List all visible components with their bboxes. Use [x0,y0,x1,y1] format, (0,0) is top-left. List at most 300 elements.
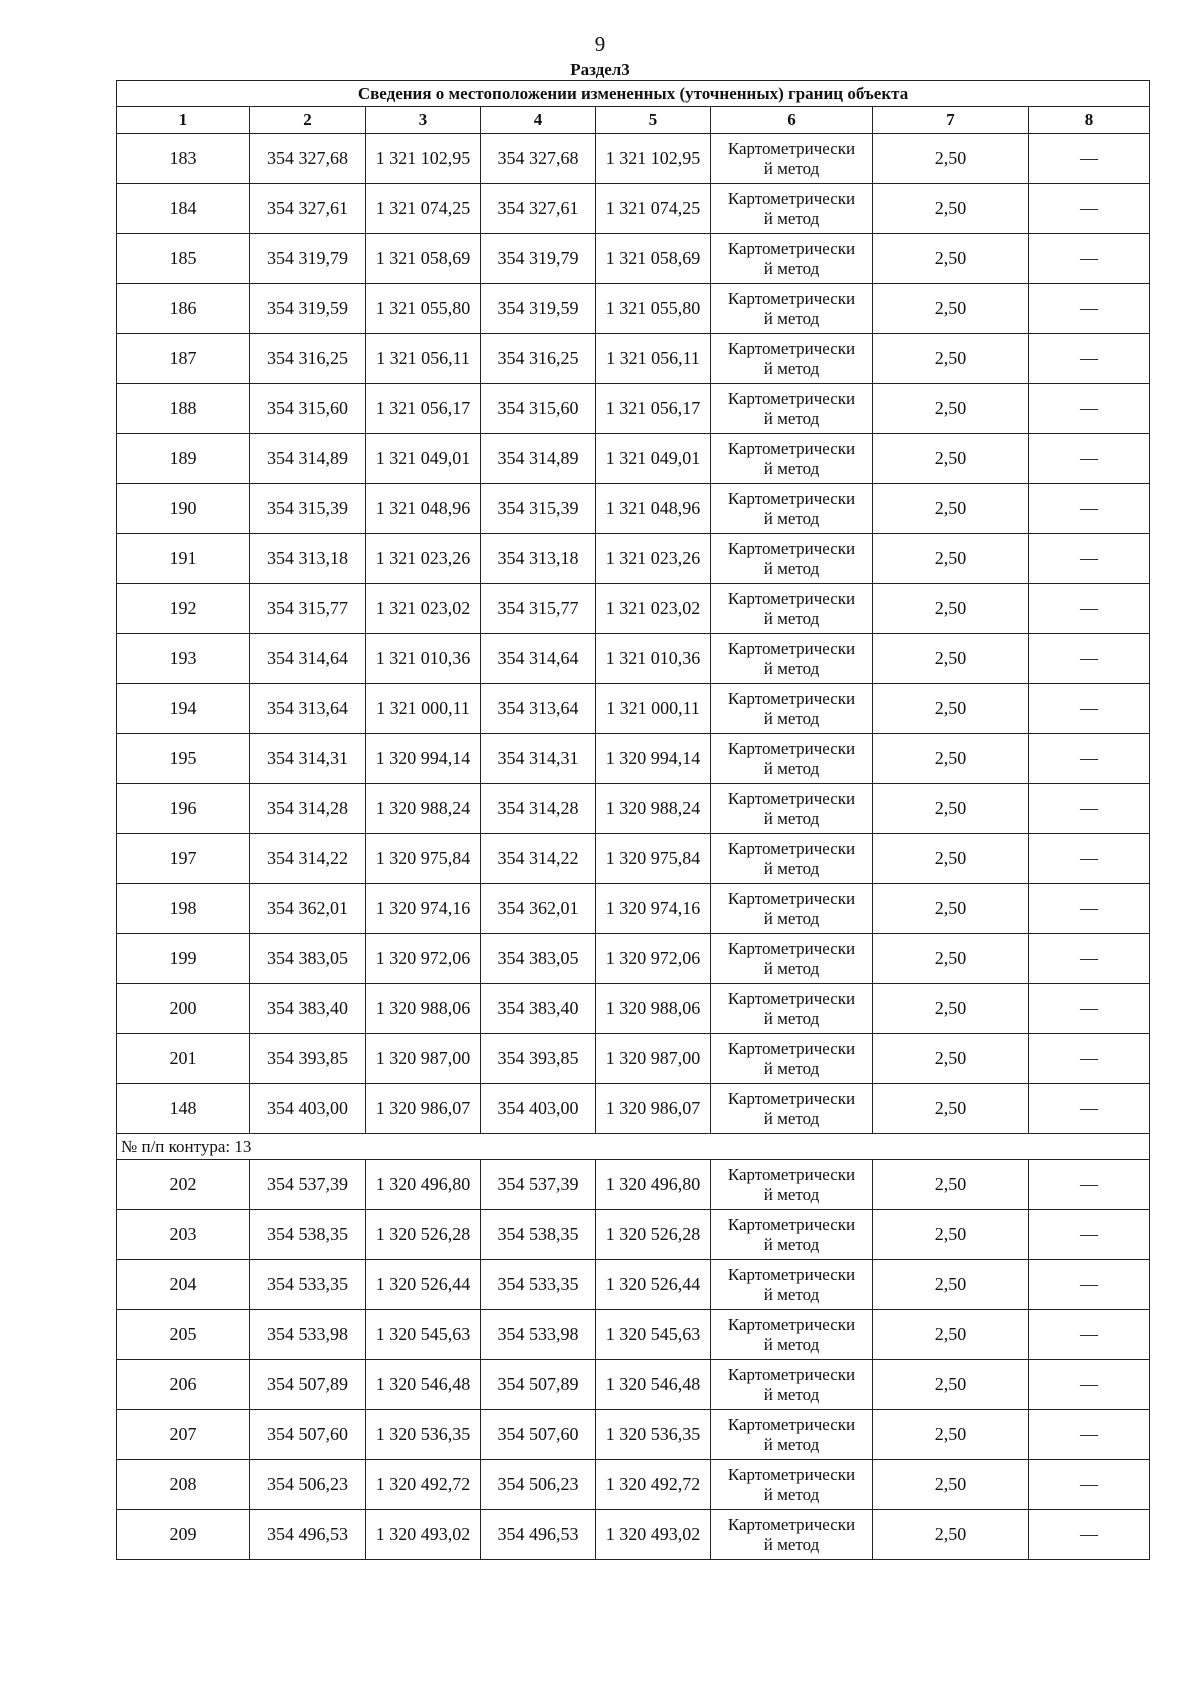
section-title: Раздел3 [570,60,630,79]
method-text-line: й метод [763,808,820,828]
accuracy-cell: 2,50 [873,434,1029,484]
table-row [117,334,1150,384]
y-existing-cell: 1 320 975,84 [366,834,481,884]
method-text-line: Картометрически [727,188,856,208]
method-text-line: Картометрически [727,888,856,908]
y-new-cell: 1 320 988,24 [596,784,711,834]
y-existing-cell: 1 320 972,06 [366,934,481,984]
table-row [117,1310,1150,1360]
method-cell [711,234,873,284]
x-existing-cell: 354 507,60 [250,1410,366,1460]
method-text-line: й метод [763,958,820,978]
method-cell [711,1160,873,1210]
accuracy-cell: 2,50 [873,1210,1029,1260]
column-header: 2 [250,107,366,134]
x-new-cell: 354 496,53 [481,1510,596,1560]
y-new-cell: 1 320 988,06 [596,984,711,1034]
x-new-cell: 354 533,98 [481,1310,596,1360]
accuracy-cell: 2,50 [873,584,1029,634]
accuracy-cell: 2,50 [873,1310,1029,1360]
y-new-cell: 1 321 048,96 [596,484,711,534]
x-new-cell: 354 316,25 [481,334,596,384]
y-new-cell: 1 321 056,17 [596,384,711,434]
description-cell: — [1029,834,1150,884]
y-existing-cell: 1 321 010,36 [366,634,481,684]
column-header: 4 [481,107,596,134]
method-text-line: Картометрически [727,1214,856,1234]
table-row [117,1510,1150,1560]
description-cell: — [1029,234,1150,284]
x-existing-cell: 354 315,77 [250,584,366,634]
x-existing-cell: 354 362,01 [250,884,366,934]
y-existing-cell: 1 321 023,26 [366,534,481,584]
method-cell [711,1460,873,1510]
accuracy-cell: 2,50 [873,784,1029,834]
method-text-line: Картометрически [727,1088,856,1108]
y-new-cell: 1 320 975,84 [596,834,711,884]
x-existing-cell: 354 315,60 [250,384,366,434]
method-cell [711,1310,873,1360]
point-number-cell: 208 [117,1460,250,1510]
method-cell [711,1210,873,1260]
description-cell: — [1029,934,1150,984]
method-text-line: Картометрически [727,638,856,658]
y-existing-cell: 1 321 058,69 [366,234,481,284]
x-existing-cell: 354 393,85 [250,1034,366,1084]
y-existing-cell: 1 320 496,80 [366,1160,481,1210]
description-cell: — [1029,1460,1150,1510]
method-cell [711,684,873,734]
point-number-cell: 191 [117,534,250,584]
x-existing-cell: 354 496,53 [250,1510,366,1560]
method-cell [711,784,873,834]
method-text-line: й метод [763,1334,820,1354]
table-row [117,384,1150,434]
method-text-line: Картометрически [727,488,856,508]
method-cell [711,1510,873,1560]
point-number-cell: 193 [117,634,250,684]
point-number-cell: 187 [117,334,250,384]
y-new-cell: 1 321 023,26 [596,534,711,584]
x-existing-cell: 354 314,28 [250,784,366,834]
method-cell [711,134,873,184]
point-number-cell: 197 [117,834,250,884]
description-cell: — [1029,1360,1150,1410]
description-cell: — [1029,184,1150,234]
method-text-line: Картометрически [727,1514,856,1534]
method-cell [711,884,873,934]
point-number-cell: 204 [117,1260,250,1310]
column-number-row [117,107,1150,134]
x-existing-cell: 354 313,18 [250,534,366,584]
point-number-cell: 190 [117,484,250,534]
method-cell [711,1034,873,1084]
y-new-cell: 1 320 546,48 [596,1360,711,1410]
method-text-line: Картометрически [727,138,856,158]
x-new-cell: 354 537,39 [481,1160,596,1210]
method-text-line: Картометрически [727,388,856,408]
table-row [117,834,1150,884]
x-new-cell: 354 538,35 [481,1210,596,1260]
table-row [117,784,1150,834]
column-header: 8 [1029,107,1150,134]
accuracy-cell: 2,50 [873,1460,1029,1510]
table-row [117,984,1150,1034]
accuracy-cell: 2,50 [873,234,1029,284]
y-new-cell: 1 321 023,02 [596,584,711,634]
description-cell: — [1029,1160,1150,1210]
method-cell [711,734,873,784]
point-number-cell: 205 [117,1310,250,1360]
column-header: 3 [366,107,481,134]
y-new-cell: 1 320 493,02 [596,1510,711,1560]
x-existing-cell: 354 383,40 [250,984,366,1034]
x-existing-cell: 354 314,22 [250,834,366,884]
contour-row [117,1134,1150,1160]
accuracy-cell: 2,50 [873,1360,1029,1410]
method-cell [711,934,873,984]
x-new-cell: 354 507,60 [481,1410,596,1460]
x-existing-cell: 354 507,89 [250,1360,366,1410]
method-cell [711,584,873,634]
column-header: 1 [117,107,250,134]
point-number-cell: 194 [117,684,250,734]
contour-label: № п/п контура: 13 [117,1134,1150,1160]
table-row [117,434,1150,484]
table-row [117,584,1150,634]
table-row [117,684,1150,734]
x-existing-cell: 354 319,59 [250,284,366,334]
method-cell [711,334,873,384]
accuracy-cell: 2,50 [873,184,1029,234]
accuracy-cell: 2,50 [873,284,1029,334]
x-existing-cell: 354 313,64 [250,684,366,734]
table-row [117,1160,1150,1210]
description-cell: — [1029,984,1150,1034]
y-new-cell: 1 320 986,07 [596,1084,711,1134]
y-new-cell: 1 320 994,14 [596,734,711,784]
description-cell: — [1029,634,1150,684]
x-new-cell: 354 393,85 [481,1034,596,1084]
x-existing-cell: 354 538,35 [250,1210,366,1260]
table-row [117,284,1150,334]
method-text-line: й метод [763,1384,820,1404]
x-new-cell: 354 319,59 [481,284,596,334]
point-number-cell: 183 [117,134,250,184]
table-row [117,1260,1150,1310]
y-new-cell: 1 321 056,11 [596,334,711,384]
column-header: 7 [873,107,1029,134]
y-new-cell: 1 320 536,35 [596,1410,711,1460]
y-new-cell: 1 320 974,16 [596,884,711,934]
method-text-line: й метод [763,1184,820,1204]
table-row [117,1034,1150,1084]
method-text-line: Картометрически [727,1464,856,1484]
accuracy-cell: 2,50 [873,484,1029,534]
point-number-cell: 202 [117,1160,250,1210]
description-cell: — [1029,584,1150,634]
point-number-cell: 201 [117,1034,250,1084]
x-existing-cell: 354 314,64 [250,634,366,684]
y-existing-cell: 1 320 526,44 [366,1260,481,1310]
table-row [117,1360,1150,1410]
accuracy-cell: 2,50 [873,684,1029,734]
y-existing-cell: 1 320 546,48 [366,1360,481,1410]
method-text-line: Картометрически [727,988,856,1008]
accuracy-cell: 2,50 [873,1510,1029,1560]
point-number-cell: 185 [117,234,250,284]
x-existing-cell: 354 316,25 [250,334,366,384]
x-new-cell: 354 314,64 [481,634,596,684]
method-text-line: й метод [763,408,820,428]
y-existing-cell: 1 320 536,35 [366,1410,481,1460]
accuracy-cell: 2,50 [873,634,1029,684]
description-cell: — [1029,484,1150,534]
method-text-line: й метод [763,508,820,528]
description-cell: — [1029,1410,1150,1460]
description-cell: — [1029,384,1150,434]
table-row [117,534,1150,584]
y-new-cell: 1 321 010,36 [596,634,711,684]
x-new-cell: 354 506,23 [481,1460,596,1510]
method-cell [711,834,873,884]
y-existing-cell: 1 320 493,02 [366,1510,481,1560]
method-cell [711,434,873,484]
description-cell: — [1029,1510,1150,1560]
table-row [117,884,1150,934]
method-text-line: Картометрически [727,288,856,308]
x-existing-cell: 354 533,35 [250,1260,366,1310]
method-text-line: й метод [763,908,820,928]
x-new-cell: 354 313,64 [481,684,596,734]
table-row [117,484,1150,534]
accuracy-cell: 2,50 [873,1410,1029,1460]
description-cell: — [1029,784,1150,834]
method-cell [711,984,873,1034]
x-new-cell: 354 403,00 [481,1084,596,1134]
x-new-cell: 354 313,18 [481,534,596,584]
x-new-cell: 354 315,77 [481,584,596,634]
method-text-line: Картометрически [727,738,856,758]
point-number-cell: 199 [117,934,250,984]
description-cell: — [1029,334,1150,384]
x-existing-cell: 354 403,00 [250,1084,366,1134]
method-text-line: й метод [763,1484,820,1504]
method-text-line: й метод [763,308,820,328]
y-new-cell: 1 320 545,63 [596,1310,711,1360]
accuracy-cell: 2,50 [873,1160,1029,1210]
y-existing-cell: 1 320 988,06 [366,984,481,1034]
point-number-cell: 188 [117,384,250,434]
table-row [117,134,1150,184]
x-new-cell: 354 314,31 [481,734,596,784]
method-text-line: Картометрически [727,338,856,358]
method-text-line: й метод [763,608,820,628]
y-existing-cell: 1 321 023,02 [366,584,481,634]
y-new-cell: 1 321 049,01 [596,434,711,484]
x-existing-cell: 354 319,79 [250,234,366,284]
y-new-cell: 1 320 972,06 [596,934,711,984]
y-existing-cell: 1 320 987,00 [366,1034,481,1084]
method-text-line: Картометрически [727,438,856,458]
accuracy-cell: 2,50 [873,734,1029,784]
y-existing-cell: 1 321 055,80 [366,284,481,334]
y-existing-cell: 1 321 048,96 [366,484,481,534]
accuracy-cell: 2,50 [873,834,1029,884]
point-number-cell: 203 [117,1210,250,1260]
y-existing-cell: 1 320 986,07 [366,1084,481,1134]
method-text-line: й метод [763,858,820,878]
x-new-cell: 354 533,35 [481,1260,596,1310]
y-existing-cell: 1 320 492,72 [366,1460,481,1510]
y-new-cell: 1 321 074,25 [596,184,711,234]
y-existing-cell: 1 320 974,16 [366,884,481,934]
y-new-cell: 1 320 526,44 [596,1260,711,1310]
x-new-cell: 354 315,60 [481,384,596,434]
accuracy-cell: 2,50 [873,1084,1029,1134]
method-text-line: й метод [763,358,820,378]
method-text-line: Картометрически [727,1314,856,1334]
x-new-cell: 354 362,01 [481,884,596,934]
x-existing-cell: 354 506,23 [250,1460,366,1510]
point-number-cell: 206 [117,1360,250,1410]
method-cell [711,384,873,434]
point-number-cell: 207 [117,1410,250,1460]
point-number-cell: 184 [117,184,250,234]
y-existing-cell: 1 321 056,17 [366,384,481,434]
point-number-cell: 148 [117,1084,250,1134]
method-cell [711,484,873,534]
accuracy-cell: 2,50 [873,534,1029,584]
table-caption-row [117,81,1150,107]
y-existing-cell: 1 321 000,11 [366,684,481,734]
y-existing-cell: 1 321 074,25 [366,184,481,234]
x-new-cell: 354 383,40 [481,984,596,1034]
method-text-line: й метод [763,558,820,578]
accuracy-cell: 2,50 [873,134,1029,184]
method-cell [711,184,873,234]
method-text-line: Картометрически [727,1364,856,1384]
method-text-line: Картометрически [727,1414,856,1434]
table-row [117,1410,1150,1460]
x-new-cell: 354 319,79 [481,234,596,284]
accuracy-cell: 2,50 [873,984,1029,1034]
description-cell: — [1029,1210,1150,1260]
accuracy-cell: 2,50 [873,1034,1029,1084]
x-new-cell: 354 314,89 [481,434,596,484]
method-text-line: Картометрически [727,588,856,608]
method-text-line: й метод [763,658,820,678]
method-text-line: й метод [763,1434,820,1454]
description-cell: — [1029,1034,1150,1084]
table-row [117,1084,1150,1134]
method-text-line: й метод [763,1234,820,1254]
description-cell: — [1029,884,1150,934]
point-number-cell: 186 [117,284,250,334]
x-existing-cell: 354 327,68 [250,134,366,184]
point-number-cell: 196 [117,784,250,834]
y-new-cell: 1 321 102,95 [596,134,711,184]
description-cell: — [1029,734,1150,784]
description-cell: — [1029,134,1150,184]
description-cell: — [1029,1310,1150,1360]
point-number-cell: 198 [117,884,250,934]
method-text-line: й метод [763,258,820,278]
y-existing-cell: 1 320 526,28 [366,1210,481,1260]
accuracy-cell: 2,50 [873,884,1029,934]
method-text-line: Картометрически [727,788,856,808]
page-number: 9 [594,32,606,56]
x-existing-cell: 354 533,98 [250,1310,366,1360]
method-cell [711,534,873,584]
method-text-line: й метод [763,458,820,478]
table-row [117,734,1150,784]
accuracy-cell: 2,50 [873,384,1029,434]
method-text-line: й метод [763,708,820,728]
accuracy-cell: 2,50 [873,334,1029,384]
method-text-line: й метод [763,1284,820,1304]
table-row [117,634,1150,684]
method-text-line: Картометрически [727,238,856,258]
x-new-cell: 354 327,61 [481,184,596,234]
description-cell: — [1029,284,1150,334]
method-cell [711,1360,873,1410]
y-existing-cell: 1 321 102,95 [366,134,481,184]
y-new-cell: 1 321 058,69 [596,234,711,284]
description-cell: — [1029,434,1150,484]
method-text-line: Картометрически [727,838,856,858]
description-cell: — [1029,684,1150,734]
x-existing-cell: 354 327,61 [250,184,366,234]
method-text-line: Картометрически [727,1264,856,1284]
point-number-cell: 189 [117,434,250,484]
method-text-line: Картометрически [727,1164,856,1184]
y-new-cell: 1 321 000,11 [596,684,711,734]
y-existing-cell: 1 320 545,63 [366,1310,481,1360]
accuracy-cell: 2,50 [873,1260,1029,1310]
accuracy-cell: 2,50 [873,934,1029,984]
method-text-line: й метод [763,1058,820,1078]
x-new-cell: 354 314,22 [481,834,596,884]
x-new-cell: 354 314,28 [481,784,596,834]
method-text-line: й метод [763,1534,820,1554]
x-existing-cell: 354 537,39 [250,1160,366,1210]
method-text-line: Картометрически [727,938,856,958]
point-number-cell: 195 [117,734,250,784]
point-number-cell: 192 [117,584,250,634]
x-new-cell: 354 507,89 [481,1360,596,1410]
method-text-line: й метод [763,208,820,228]
y-new-cell: 1 320 987,00 [596,1034,711,1084]
method-cell [711,634,873,684]
y-existing-cell: 1 321 049,01 [366,434,481,484]
x-existing-cell: 354 383,05 [250,934,366,984]
column-header: 5 [596,107,711,134]
table-row [117,184,1150,234]
description-cell: — [1029,1260,1150,1310]
method-text-line: Картометрически [727,688,856,708]
table-row [117,1460,1150,1510]
y-existing-cell: 1 320 994,14 [366,734,481,784]
x-existing-cell: 354 314,89 [250,434,366,484]
x-existing-cell: 354 315,39 [250,484,366,534]
table-row [117,1210,1150,1260]
x-new-cell: 354 315,39 [481,484,596,534]
method-cell [711,284,873,334]
y-new-cell: 1 320 526,28 [596,1210,711,1260]
point-number-cell: 200 [117,984,250,1034]
description-cell: — [1029,1084,1150,1134]
